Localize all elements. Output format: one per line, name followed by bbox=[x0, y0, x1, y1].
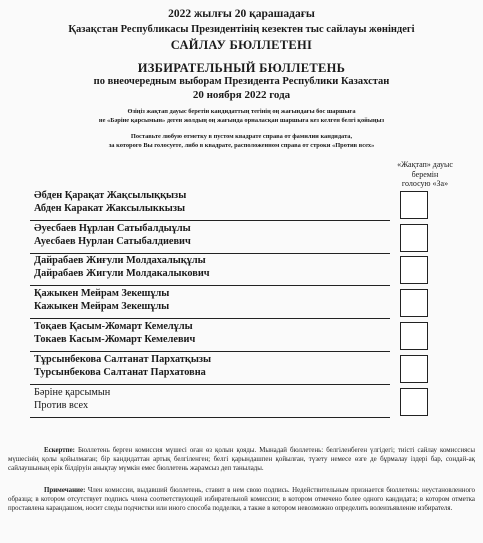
instructions-kz-line2: не «Бәріне қарсымын» деген жолдың оң жағында орналасқан шаршыға кез келген белгі қойыңыз bbox=[98, 116, 385, 124]
against-all-checkbox[interactable] bbox=[400, 388, 428, 416]
against-all-label-kz: Бәріне қарсымын bbox=[34, 387, 111, 398]
candidate-name-kz: Қажыкен Мейрам Зекешұлы bbox=[34, 288, 170, 299]
candidate-name-ru: Турсынбекова Салтанат Пархатовна bbox=[34, 367, 206, 378]
candidate-name-kz: Тұрсынбекова Салтанат Пархатқызы bbox=[34, 354, 212, 365]
vote-checkbox[interactable] bbox=[400, 355, 428, 383]
candidate-name-kz: Әуесбаев Нұрлан Сатыбалдыұлы bbox=[34, 223, 191, 234]
vote-column-header bbox=[385, 160, 465, 189]
vote-column-header-line2: беремін bbox=[411, 169, 439, 179]
footnote-ru bbox=[8, 486, 475, 514]
ballot-date-ru: 20 ноября 2022 года bbox=[192, 89, 291, 101]
footnote-kz bbox=[8, 446, 475, 474]
row-divider bbox=[30, 285, 390, 286]
ballot-description-kz: Қазақстан Республикасы Президентінің кезектен тыс сайлауы жөніндегі bbox=[68, 24, 415, 35]
candidate-name-kz: Дайрабаев Жиғули Молдахалықұлы bbox=[34, 255, 206, 266]
footnote-ru-label: Примечание: bbox=[44, 487, 86, 494]
row-divider bbox=[30, 417, 390, 418]
ballot-title-kz: САЙЛАУ БЮЛЛЕТЕНІ bbox=[170, 38, 313, 52]
instructions-ru-line1: Поставьте любую отметку в пустом квадрате справа от фамилии кандидата, bbox=[130, 133, 353, 140]
vote-checkbox[interactable] bbox=[400, 289, 428, 317]
vote-checkbox[interactable] bbox=[400, 256, 428, 284]
footnote-ru-text: Член комиссии, выдавший бюллетень, ставит в нем свою подпись. Недействительным признается бюллетень: неустановленного образца; в котором отсутствует подпись члена соответствующей избирательной комиссии; в котором отмечено более одного кандидата; в котором отметка проставлена карандашом, носит следы подчистки или иного способа подделки, а также в котором невозможно определить волеизъявление избирателя. bbox=[8, 487, 475, 513]
against-all-label-ru: Против всех bbox=[34, 400, 89, 411]
candidate-name-kz: Әбден Қарақат Жақсылыққызы bbox=[34, 190, 187, 201]
candidate-name-ru: Кажыкен Мейрам Зекешұлы bbox=[34, 301, 170, 312]
instructions-kz-line1: Өзіңіз жақтап дауыс беретін кандидаттың тегінің оң жағындағы бос шаршыға bbox=[127, 108, 356, 115]
instructions-kz bbox=[30, 108, 453, 126]
vote-checkbox[interactable] bbox=[400, 322, 428, 350]
row-divider bbox=[30, 220, 390, 221]
ballot-description-ru: по внеочередным выборам Президента Республики Казахстан bbox=[93, 76, 390, 87]
ballot-title-ru: ИЗБИРАТЕЛЬНЫЙ БЮЛЛЕТЕНЬ bbox=[137, 61, 346, 75]
candidate-name-ru: Ауесбаев Нурлан Сатыбалдиевич bbox=[34, 236, 191, 247]
candidate-name-ru: Дайрабаев Жигули Молдакалыкович bbox=[34, 268, 210, 279]
vote-checkbox[interactable] bbox=[400, 224, 428, 252]
candidate-name-ru: Абден Каракат Жаксылыккызы bbox=[34, 203, 185, 214]
footnote-kz-label: Ескертпе: bbox=[44, 447, 75, 454]
row-divider bbox=[30, 384, 390, 385]
instructions-ru bbox=[30, 133, 453, 151]
candidate-name-ru: Токаев Касым-Жомарт Кемелевич bbox=[34, 334, 196, 345]
row-divider bbox=[30, 253, 390, 254]
candidate-name-kz: Тоқаев Қасым-Жомарт Кемелұлы bbox=[34, 321, 193, 332]
row-divider bbox=[30, 351, 390, 352]
row-divider bbox=[30, 318, 390, 319]
vote-column-header-line1: «Жақтап» дауыс bbox=[397, 160, 453, 169]
vote-column-header-line3: голосую «За» bbox=[401, 179, 449, 188]
vote-checkbox[interactable] bbox=[400, 191, 428, 219]
instructions-ru-line2: за которого Вы голосуете, либо в квадрате, расположенном справа от строки «Против всех» bbox=[108, 141, 375, 149]
footnote-kz-text: Бюллетень берген комиссия мүшесі оған өз қолын қояды. Мынадай бюллетень: белгіленбеген үлгідегі; тиісті сайлау комиссиясы мүшесінің қолы қойылмаған; бір кандидаттан артық белгіленген; белгі қарындашпен қойылған, түзету немесе өзге де бұрмалау іздері бар, сондай-ақ сайлаушының ерік білдіруін анықтау мүмкін емес бюллетень жарамсыз деп танылады. bbox=[8, 447, 475, 473]
ballot-date-kz: 2022 жылғы 20 қарашадағы bbox=[168, 8, 315, 20]
